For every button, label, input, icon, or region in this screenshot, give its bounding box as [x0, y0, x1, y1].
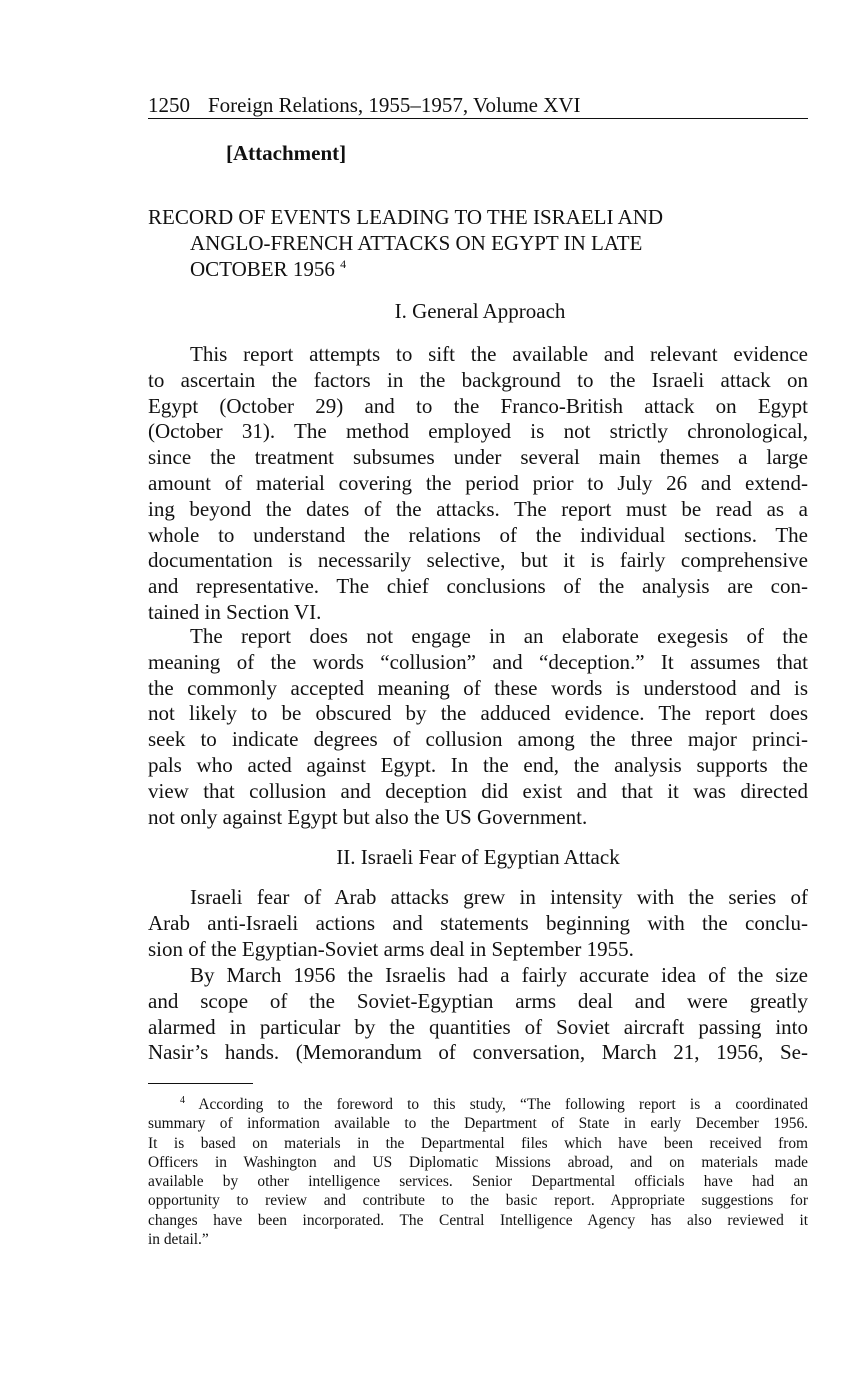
- footnote-line-first: [148, 1095, 808, 1114]
- text-line: seek to indicate degrees of collusion among the three major princi-: [148, 727, 808, 752]
- section-heading-israeli-fear: II. Israeli Fear of Egyptian Attack: [336, 845, 620, 869]
- footnote-line: summary of information available to the Department of State in early December 1956.: [148, 1115, 808, 1133]
- footnote-text: According to the foreword to this study, “The following report is a coordinated: [198, 1096, 808, 1113]
- text-line: (October 31). The method employed is not strictly chronological,: [148, 419, 808, 444]
- title-footnote-ref: 4: [340, 257, 347, 271]
- text-line: not likely to be obscured by the adduced evidence. The report does: [148, 701, 808, 726]
- title-line-text: OCTOBER 1956: [190, 257, 335, 281]
- text-line: Egypt (October 29) and to the Franco-British attack on Egypt: [148, 393, 808, 418]
- text-line: amount of material covering the period prior to July 26 and extend-: [148, 470, 808, 495]
- text-line: alarmed in particular by the quantities of Soviet aircraft passing into: [148, 1014, 808, 1039]
- text-line: Israeli fear of Arab attacks grew in intensity with the series of: [190, 885, 808, 909]
- paragraph-israeli-fear-1: [148, 885, 808, 962]
- footnote: [148, 1095, 808, 1249]
- text-line: ing beyond the dates of the attacks. The report must be read as a: [148, 496, 808, 521]
- section-heading-general-approach: I. General Approach: [394, 299, 566, 323]
- footnote-line: available by other intelligence services. Senior Departmental officials have had an: [148, 1173, 808, 1191]
- volume-title: Foreign Relations, 1955–1957, Volume XVI: [208, 93, 581, 117]
- text-line: tained in Section VI.: [148, 599, 322, 624]
- text-line: to ascertain the factors in the background to the Israeli attack on: [148, 367, 808, 392]
- text-line: By March 1956 the Israelis had a fairly accurate idea of the size: [190, 963, 808, 987]
- footnote-line: in detail.”: [148, 1231, 209, 1249]
- footnote-line: Officers in Washington and US Diplomatic Missions abroad, and on materials made: [148, 1153, 808, 1171]
- running-header: [148, 93, 808, 119]
- footnote-line: changes have been incorporated. The Central Intelligence Agency has also reviewed it: [148, 1211, 808, 1229]
- text-line: whole to understand the relations of the individual sections. The: [148, 522, 808, 547]
- title-line: ANGLO-FRENCH ATTACKS ON EGYPT IN LATE: [190, 231, 643, 255]
- text-line: meaning of the words “collusion” and “deception.” It assumes that: [148, 649, 808, 674]
- text-line: Arab anti-Israeli actions and statements beginning with the conclu-: [148, 910, 808, 935]
- text-line: the commonly accepted meaning of these words is understood and is: [148, 675, 808, 700]
- text-line: and scope of the Soviet-Egyptian arms deal and were greatly: [148, 988, 808, 1013]
- text-line: This report attempts to sift the available and relevant evidence: [190, 342, 808, 366]
- document-title: [148, 204, 808, 282]
- page-number: 1250: [148, 93, 190, 117]
- paragraph-general-approach-1: [148, 342, 808, 626]
- text-line: view that collusion and deception did exist and that it was directed: [148, 778, 808, 803]
- text-line: not only against Egypt but also the US Government.: [148, 804, 588, 829]
- text-line: sion of the Egyptian-Soviet arms deal in September 1955.: [148, 936, 634, 961]
- text-line: since the treatment subsumes under several main themes a large: [148, 445, 808, 470]
- footnote-number: 4: [180, 1094, 185, 1106]
- text-line: Nasir’s hands. (Memorandum of conversation, March 21, 1956, Se-: [148, 1040, 808, 1065]
- text-line: and representative. The chief conclusions of the analysis are con-: [148, 574, 808, 599]
- paragraph-israeli-fear-2: [148, 963, 808, 1066]
- text-line: documentation is necessarily selective, but it is fairly comprehensive: [148, 548, 808, 573]
- title-line-last: [148, 256, 808, 282]
- footnote-divider: [148, 1083, 253, 1084]
- text-line: The report does not engage in an elaborate exegesis of the: [190, 624, 808, 648]
- footnote-line: It is based on materials in the Departmental files which have been received from: [148, 1134, 808, 1152]
- title-line: RECORD OF EVENTS LEADING TO THE ISRAELI AND: [148, 205, 664, 229]
- footnote-line: opportunity to review and contribute to the basic report. Appropriate suggestions for: [148, 1192, 808, 1210]
- text-line: pals who acted against Egypt. In the end, the analysis supports the: [148, 752, 808, 777]
- attachment-label: [Attachment]: [226, 141, 347, 165]
- paragraph-general-approach-2: [148, 624, 808, 830]
